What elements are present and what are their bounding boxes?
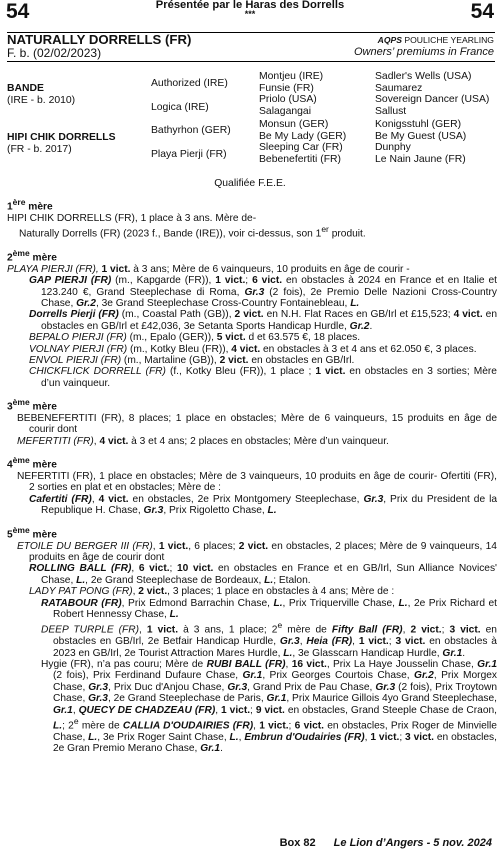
second-dam-text: PLAYA PIERJI (FR), 1 vict. à 3 ans; Mère de 6 vainqueurs, 10 produits en âge de courir - xyxy=(7,263,410,275)
produce-hygie: Hygie (FR), n’a pas couru; Mère de RUBI BALL (FR), 16 vict., Prix La Haye Jousselin Chase, Gr.1 (2 fois), Prix Ferdinand Dufaure Chase, Gr.1, Prix Georges Courtois Chase, Gr.2, Prix Morgex Chase, Gr.3, Prix Duc d'Anjou Chase, Gr.3, Grand Prix de Pau Chase, Gr.3 (2 fois), Prix Troytown Chase, Gr.3, 2e Grand Steeplechase de Paris, Gr.1, Prix Maurice Gillois 4yo Grand Steeplechase, Gr.1, QUECY DE CHADZEAU (FR), 1 vict.; 9 vict. en obstacles, Grand Steeple Chase de Craon, L.; 2e mère de CALLIA D'OUDAIRIES (FR), 1 vict.; 6 vict. en obstacles, Prix Roger de Minvielle Chase, L., 3e Prix Roger Saint Chase, L., Embrun d'Oudairies (FR), 1 vict.; 3 vict. en obstacles, 2e Gran Premio Merano Chase, Gr.1. xyxy=(41,658,498,755)
produce-deep-turple: DEEP TURPLE (FR), 1 vict. à 3 ans, 1 place; 2e mère de Fifty Ball (FR), 2 vict.; 3 vict. en obstacles en GB/Irl, 2e Betfair Handicap Hurdle, Gr.3, Heia (FR), 1 vict.; 3 vict. en obstacles à 2023 en GB/Irl, 2e Tourist Attraction Mares Hurdle, L., 3e Glasscarn Handicap Hurdle, Gr.1. xyxy=(41,620,497,659)
owners-premium: Owners’ premiums in France xyxy=(354,46,494,58)
second-dam-heading: 2ème mère xyxy=(7,248,57,264)
produce-cafertiti: Cafertiti (FR), 4 vict. en obstacles, 2e Prix Montgomery Steeplechase, Gr.3, Prix du President de la Republique H. Chase, Gr.3, Prix Rigoletto Chase, L. xyxy=(29,493,497,517)
sire-info: (IRE - b. 2010) xyxy=(7,95,76,106)
gen3-1: Montjeu (IRE) xyxy=(259,71,324,82)
first-dam-text: HIPI CHIK DORRELLS (FR), 1 place à 3 ans. Mère de- Naturally Dorrells (FR) (2023 f., Bande (IRE)), voir ci-dessus, son 1er produit. xyxy=(7,212,366,240)
fourth-dam-text: NEFERTITI (FR), 1 place en obstacles; Mère de 3 vainqueurs, 10 produits en âge de courir- Ofertiti (FR), 2 sorties en plat et en obstacles; Mère de : xyxy=(17,471,497,494)
gen4-8: Le Nain Jaune (FR) xyxy=(375,153,466,165)
dam-lines xyxy=(7,197,497,755)
lot-number-left: 54 xyxy=(6,0,30,23)
gen3-3: Priolo (USA) xyxy=(259,94,317,105)
stars: *** xyxy=(244,9,256,19)
horse-name: NATURALLY DORRELLS (FR) xyxy=(7,32,192,47)
pedigree-table xyxy=(7,71,497,171)
gen2-4: Playa Pierji (FR) xyxy=(151,149,227,160)
produce-mefertiti: MEFERTITI (FR), 4 vict. à 3 et 4 ans; 2 places en obstacles; Mère d’un vainqueur. xyxy=(17,435,389,447)
gen3-5: Monsun (GER) xyxy=(259,119,329,130)
gen4-3: Sovereign Dancer (USA) xyxy=(375,94,490,105)
program-type xyxy=(378,35,494,45)
horse-info: F. b. (02/02/2023) xyxy=(7,46,102,60)
gen2-3: Bathyrhon (GER) xyxy=(151,125,231,136)
produce-bepalo-pierji: BEPALO PIERJI (FR) (m., Epalo (GER)), 5 vict. d et 63.575 €, 18 places. xyxy=(29,332,361,344)
dam-info: (FR - b. 2017) xyxy=(7,144,72,155)
lot-number-right: 54 xyxy=(470,0,494,23)
fifth-dam-heading: 5ème mère xyxy=(7,524,57,541)
box-number: Box 82 xyxy=(279,837,316,849)
produce-gap-pierji: GAP PIERJI (FR) (m., Kapgarde (FR)), 1 vict.; 6 vict. en obstacles à 2024 en France et en Italie et 123.240 €, Grand Steeplechase di Roma, Gr.3 (2 fois), 2e Premio Delle Nazioni Cross-Country Chase, Gr.2, 3e Grand Steeplechase Cross-Country Fontainebleau, L. xyxy=(29,275,498,310)
produce-ratabour: RATABOUR (FR), Prix Edmond Barrachin Chase, L., Prix Triquerville Chase, L., 2e Prix Richard et Robert Hennessy Chase, L. xyxy=(41,597,497,620)
gen2-2: Logica (IRE) xyxy=(151,102,209,113)
pedigree-divider xyxy=(7,61,495,62)
third-dam-text: BEBENEFERTITI (FR), 8 places; 1 place en obstacles; Mère de 6 vainqueurs, 15 produits en âge de courir dont xyxy=(17,413,497,436)
sale-event: Le Lion d’Angers - 5 nov. 2024 xyxy=(333,837,492,849)
qualification: Qualifiée F.E.E. xyxy=(214,178,286,189)
gen3-6: Be My Lady (GER) xyxy=(259,130,347,142)
produce-volnay-pierji: VOLNAY PIERJI (FR) (m., Kotky Bleu (FR)), 4 vict. en obstacles à 3 et 4 ans et 62.050 €, 3 places. xyxy=(29,343,477,355)
gen2-1: Authorized (IRE) xyxy=(151,78,228,89)
produce-rolling-ball: ROLLING BALL (FR), 6 vict.; 10 vict. en obstacles en France et en GB/Irl, Sun Alliance Novices' Chase, L., 2e Grand Steeplechase de Bordeaux, L.; Etalon. xyxy=(29,563,498,586)
sire-name: BANDE xyxy=(7,83,44,94)
gen4-2: Saumarez xyxy=(375,82,423,94)
gen4-7: Dunphy xyxy=(375,142,411,153)
gen4-1: Sadler's Wells (USA) xyxy=(375,71,472,82)
third-dam-heading: 3ème mère xyxy=(7,397,57,413)
produce-chickflick-dorrell: CHICKFLICK DORRELL (FR) (f., Kotky Bleu (FR)), 1 place ; 1 vict. en obstacles en 3 sorties; Mère d’un vainqueur. xyxy=(29,366,497,389)
produce-dorrells-pierji: Dorrells Pierji (FR) (m., Coastal Path (GB)), 2 vict. en N.H. Flat Races en GB/Irl et £15,523; 4 vict. en obstacles en GB/Irl et £42,036, 3e Setanta Sports Handicap Hurdle, Gr.2. xyxy=(29,309,497,332)
footer xyxy=(280,837,492,850)
first-dam-heading: 1ère mère xyxy=(7,197,53,213)
presented-by: Présentée par le Haras des Dorrells xyxy=(155,0,345,11)
gen4-5: Konigsstuhl (GER) xyxy=(375,119,462,130)
program-type-label: POULICHE YEARLING xyxy=(404,35,494,45)
program-code: AQPS xyxy=(377,35,402,45)
dam-name: HIPI CHIK DORRELLS xyxy=(7,132,116,143)
gen3-8: Bebenefertiti (FR) xyxy=(259,153,341,165)
produce-envol-pierji: ENVOL PIERJI (FR) (m., Martaline (GB)), 2 vict. en obstacles en GB/Irl. xyxy=(29,355,355,367)
gen3-7: Sleeping Car (FR) xyxy=(259,142,343,153)
gen3-4: Salagangai xyxy=(259,105,311,117)
gen3-2: Funsie (FR) xyxy=(259,82,314,94)
fifth-dam-text: ETOILE DU BERGER III (FR), 1 vict., 6 places; 2 vict. en obstacles, 2 places; Mère de 9 vainqueurs, 14 produits en âge de courir dont xyxy=(17,540,497,563)
fourth-dam-heading: 4ème mère xyxy=(7,455,57,471)
gen4-4: Sallust xyxy=(375,105,407,117)
gen4-6: Be My Guest (USA) xyxy=(375,130,467,142)
produce-lady-pat-pong: LADY PAT PONG (FR), 2 vict., 3 places; 1 place en obstacles à 4 ans; Mère de : xyxy=(29,586,395,598)
